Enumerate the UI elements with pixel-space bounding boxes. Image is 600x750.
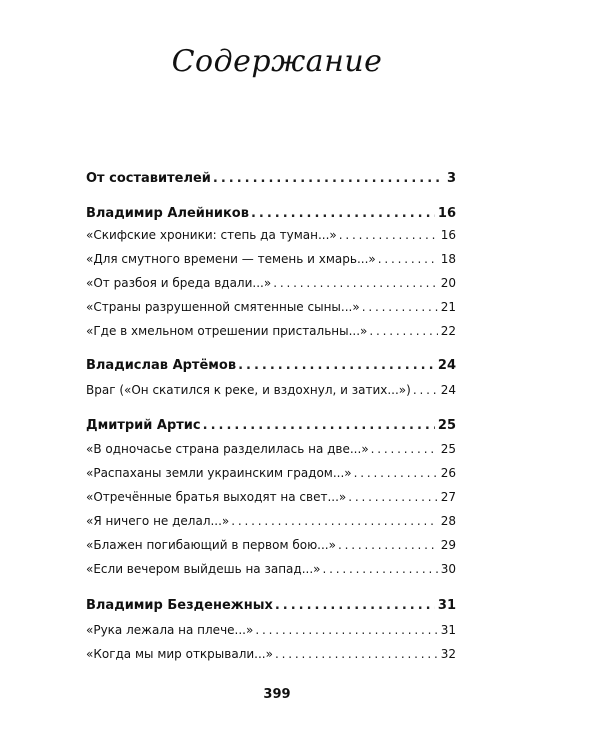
toc-entry-page: 28 <box>440 514 456 528</box>
toc-entry-title: Владимир Безденежных <box>86 598 273 613</box>
toc-entry-title: «Где в хмельном отрешении пристальны...» <box>86 324 368 338</box>
dot-leader <box>369 323 437 339</box>
dot-leader <box>203 418 435 434</box>
toc-entry <box>86 537 456 553</box>
page-number: 399 <box>263 687 291 702</box>
toc-entry-page: 30 <box>440 562 456 576</box>
dot-leader <box>322 561 437 577</box>
toc-entry-page: 32 <box>440 647 456 661</box>
toc-author-entry <box>86 598 456 614</box>
toc-entry-title: Владимир Алейников <box>86 206 249 221</box>
toc-entry-title: Дмитрий Артис <box>86 418 201 433</box>
toc-entry-page: 18 <box>440 252 456 266</box>
toc-entry <box>86 323 456 339</box>
toc-entry-page: 21 <box>440 300 456 314</box>
toc-entry <box>86 646 456 662</box>
toc-entry-title: «Для смутного времени — темень и хмарь...» <box>86 252 376 266</box>
toc-entry <box>86 441 456 457</box>
dot-leader <box>378 251 438 267</box>
dot-leader <box>275 598 435 614</box>
toc-entry-title: «В одночасье страна разделилась на две...» <box>86 442 369 456</box>
toc-entry <box>86 622 456 638</box>
toc-entry-page: 3 <box>446 171 456 186</box>
toc-entry-title: «Я ничего не делал...» <box>86 514 230 528</box>
toc-entry-page: 16 <box>437 206 456 221</box>
toc-author-entry <box>86 358 456 374</box>
toc-entry-page: 26 <box>440 466 456 480</box>
dot-leader <box>354 465 438 481</box>
dot-leader <box>413 382 438 398</box>
toc-entry <box>86 561 456 577</box>
toc-entry-title: От составителей <box>86 171 211 186</box>
toc-entry-page: 24 <box>437 358 456 373</box>
toc-entry <box>86 299 456 315</box>
toc-entry <box>86 465 456 481</box>
dot-leader <box>362 299 438 315</box>
toc-entry-title: «Если вечером выйдешь на запад...» <box>86 562 321 576</box>
toc-entry-page: 25 <box>440 442 456 456</box>
toc-entry-title: «Блажен погибающий в первом бою...» <box>86 538 336 552</box>
toc-entry <box>86 227 456 243</box>
toc-entry-page: 25 <box>437 418 456 433</box>
page-title: Содержание <box>171 44 383 79</box>
toc-entry-page: 20 <box>440 276 456 290</box>
toc-entry-page: 31 <box>440 623 456 637</box>
dot-leader <box>275 646 438 662</box>
dot-leader <box>251 206 435 222</box>
toc-entry-title: «Когда мы мир открывали...» <box>86 647 273 661</box>
toc-author-entry <box>86 418 456 434</box>
toc-entry-title: Владислав Артёмов <box>86 358 237 373</box>
toc-entry <box>86 382 456 398</box>
toc-section-entry <box>86 171 456 187</box>
toc-entry <box>86 275 456 291</box>
dot-leader <box>238 358 435 374</box>
toc-author-entry <box>86 206 456 222</box>
toc-entry <box>86 251 456 267</box>
toc-entry-page: 29 <box>440 538 456 552</box>
toc-entry <box>86 489 456 505</box>
toc-entry-title: «Страны разрушенной смятенные сыны...» <box>86 300 360 314</box>
dot-leader <box>371 441 438 457</box>
toc-entry-title: «Распаханы земли украинским градом...» <box>86 466 352 480</box>
toc-entry-title: «От разбоя и бреда вдали...» <box>86 276 272 290</box>
toc-entry-title: «Рука лежала на плече...» <box>86 623 254 637</box>
toc-entry <box>86 513 456 529</box>
toc-entry-page: 31 <box>437 598 456 613</box>
dot-leader <box>339 227 438 243</box>
toc-entry-title: «Скифские хроники: степь да туман...» <box>86 228 337 242</box>
dot-leader <box>231 513 437 529</box>
toc-entry-page: 16 <box>440 228 456 242</box>
toc-entry-title: Враг («Он скатился к реке, и вздохнул, и затих...») <box>86 383 411 397</box>
dot-leader <box>213 171 439 187</box>
toc-entry-title: «Отречённые братья выходят на свет...» <box>86 490 347 504</box>
toc-entry-page: 22 <box>440 324 456 338</box>
dot-leader <box>273 275 438 291</box>
toc-entry-page: 24 <box>440 383 456 397</box>
dot-leader <box>338 537 438 553</box>
toc-entry-page: 27 <box>440 490 456 504</box>
dot-leader <box>348 489 437 505</box>
dot-leader <box>255 622 437 638</box>
